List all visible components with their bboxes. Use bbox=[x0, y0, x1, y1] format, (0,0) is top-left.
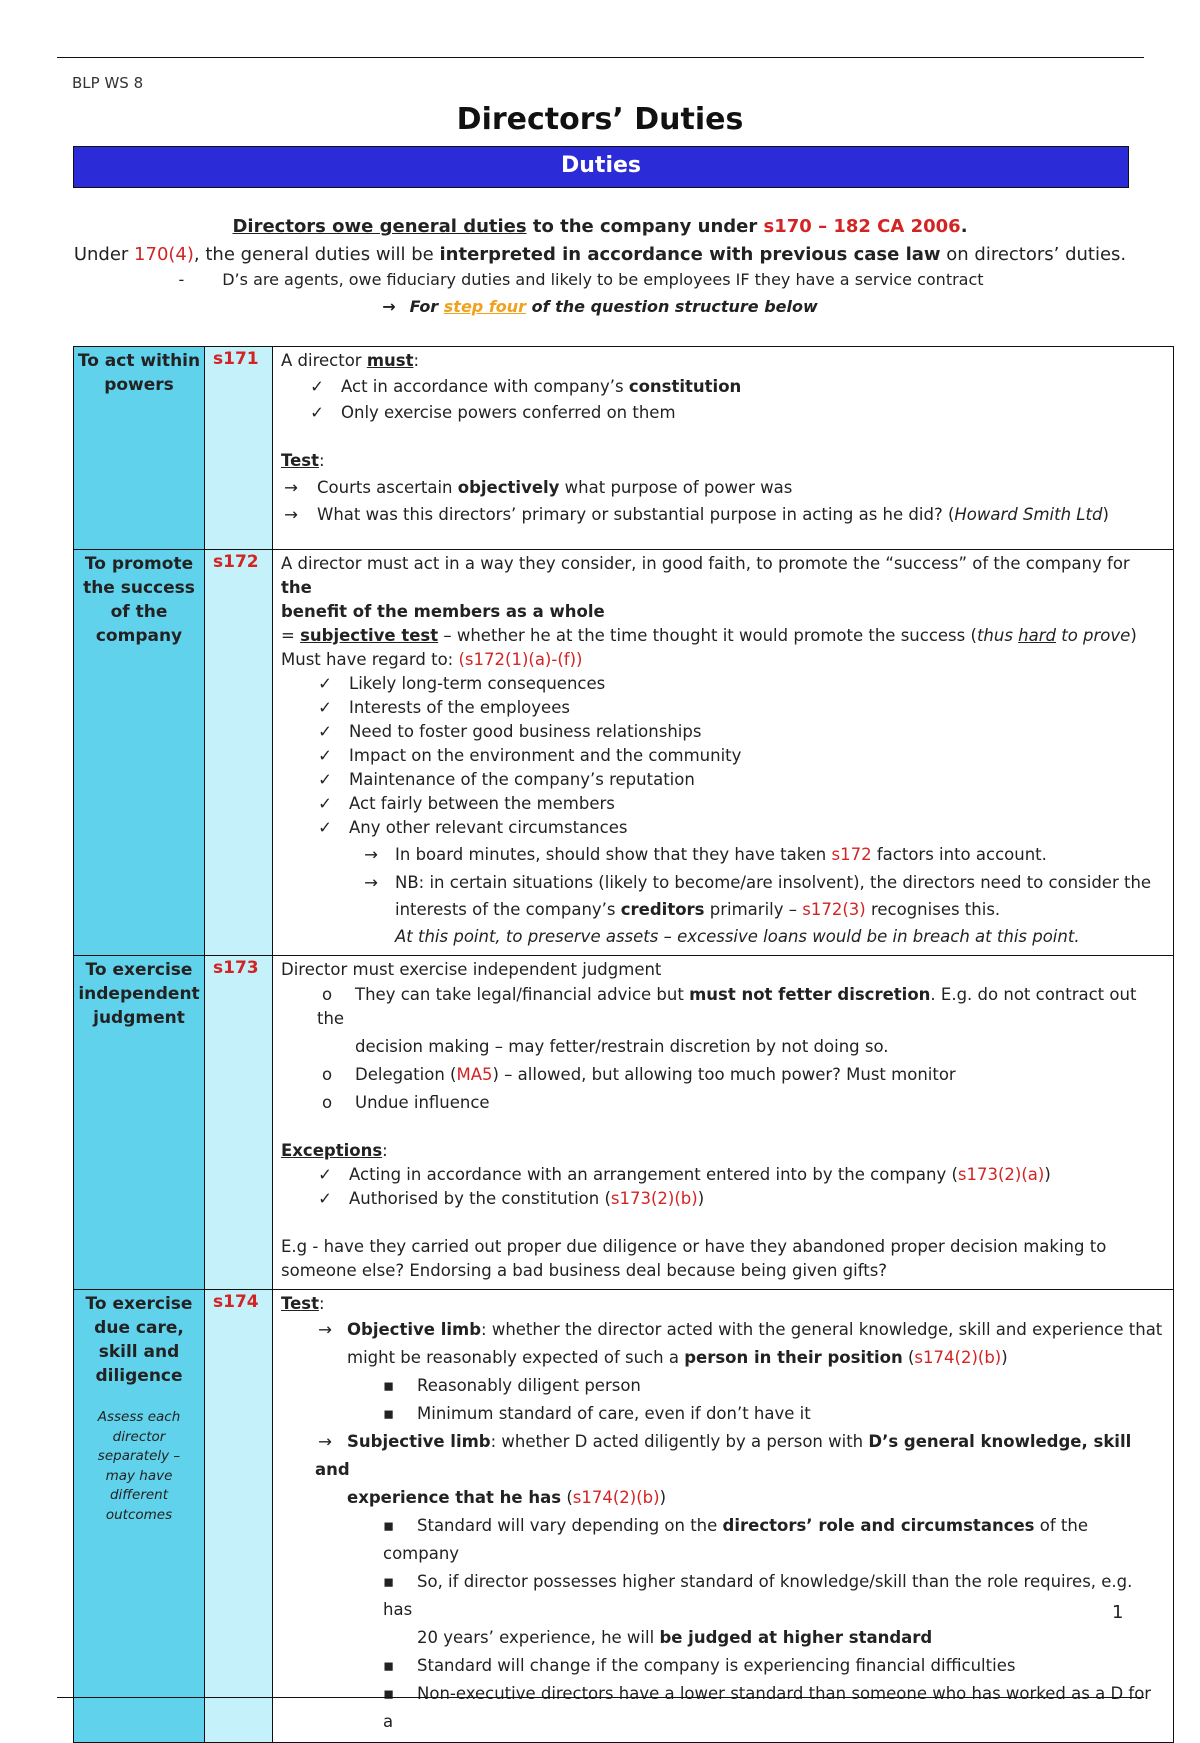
top-rule bbox=[57, 57, 1144, 58]
arrow-right-icon: → bbox=[364, 845, 378, 864]
arrow-right-icon: → bbox=[318, 1432, 332, 1451]
check-icon: ✓ bbox=[318, 794, 332, 813]
circle-bullet-icon: o bbox=[321, 1093, 333, 1112]
duties-table bbox=[73, 346, 1174, 1743]
circle-bullet-icon: o bbox=[321, 1065, 333, 1084]
duty-body: Test: → Objective limb: whether the director acted with the general knowledge, skill and experience that might be reasonably expected of such a person in their position (s174(2)(b)) ▪ Reasonably diligent person ▪ Minimum standard of care, even if don’t have it → Subjective limb: whether D acted diligently by a person with D’s general knowledge, skill and experience that he has (s174(2)(b)) ▪ Standard will vary depending on the directors’ role and circumstances of the company ▪ So, if director possesses higher standard of knowledge/skill than the role requires, e.g. has 20 years’ experience, he will be judged at higher standard ▪ Standard will change if the company is experiencing financial difficulties ▪ Non-executive directors have a lower standard than someone who has worked as a D for a bbox=[273, 1290, 1174, 1743]
bottom-rule bbox=[57, 1697, 1144, 1698]
table-row bbox=[74, 956, 1174, 1290]
intro-line-3: - D’s are agents, owe fiduciary duties and likely to be employees IF they have a service contract bbox=[178, 270, 984, 289]
table-row bbox=[74, 1290, 1174, 1743]
dash-bullet: - bbox=[178, 270, 185, 289]
document-header-label: BLP WS 8 bbox=[72, 74, 144, 92]
duty-heading: To promote the success of the company bbox=[74, 550, 205, 956]
step-four-link[interactable]: step four bbox=[443, 297, 527, 316]
section-ref: s172 bbox=[205, 550, 273, 956]
intro-line-1: Directors owe general duties to the company under s170 – 182 CA 2006. bbox=[232, 216, 968, 237]
duty-body: A director must act in a way they consider, in good faith, to promote the “success” of the company for the benefit of the members as a whole = subjective test – whether he at the time thought it would promote the success (thus hard to prove) Must have regard to: (s172(1)(a)-(f)) ✓ Likely long-term consequences ✓ Interests of the employees ✓ Need to foster good business relationships ✓ Impact on the environment and the community ✓ Maintenance of the company’s reputation ✓ Act fairly between the members ✓ Any other relevant circumstances → In board minutes, should show that they have taken s172 factors into account. → NB: in certain situations (likely to become/are insolvent), the directors need to consider the interests of the company’s creditors primarily – s172(3) recognises this. At this point, to preserve assets – excessive loans would be in breach at this point. bbox=[273, 550, 1174, 956]
square-bullet-icon: ▪ bbox=[383, 1572, 395, 1591]
square-bullet-icon: ▪ bbox=[383, 1376, 395, 1395]
check-icon: ✓ bbox=[318, 770, 332, 789]
check-icon: ✓ bbox=[310, 403, 324, 422]
intro-line-2: Under 170(4), the general duties will be interpreted in accordance with previous case law on directors’ duties. bbox=[73, 244, 1127, 265]
square-bullet-icon: ▪ bbox=[383, 1404, 395, 1423]
section-banner: Duties bbox=[73, 146, 1129, 188]
square-bullet-icon: ▪ bbox=[383, 1656, 395, 1675]
duty-body: A director must: ✓ Act in accordance with company’s constitution ✓ Only exercise powers conferred on them Test: → Courts ascertain objectively what purpose of power was → What was this directors’ primary or substantial purpose in acting as he did? (Howard Smith Ltd) bbox=[273, 347, 1174, 550]
arrow-right-icon: → bbox=[284, 478, 298, 497]
check-icon: ✓ bbox=[318, 1165, 332, 1184]
check-icon: ✓ bbox=[318, 698, 332, 717]
page-title: Directors’ Duties bbox=[456, 102, 744, 137]
arrow-right-icon: → bbox=[284, 505, 298, 524]
square-bullet-icon: ▪ bbox=[383, 1684, 395, 1703]
check-icon: ✓ bbox=[318, 818, 332, 837]
check-icon: ✓ bbox=[318, 722, 332, 741]
page-number: 1 bbox=[1112, 1602, 1124, 1623]
section-ref: s174 bbox=[205, 1290, 273, 1743]
arrow-right-icon: → bbox=[364, 873, 378, 892]
square-bullet-icon: ▪ bbox=[383, 1516, 395, 1535]
circle-bullet-icon: o bbox=[321, 985, 333, 1004]
check-icon: ✓ bbox=[318, 746, 332, 765]
section-ref: s173 bbox=[205, 956, 273, 1290]
duty-heading: To exercise due care, skill and diligence Assess each director separately – may have different outcomes bbox=[74, 1290, 205, 1743]
intro-line-4: → For step four of the question structure below bbox=[382, 297, 818, 316]
check-icon: ✓ bbox=[318, 674, 332, 693]
table-row bbox=[74, 550, 1174, 956]
duty-body: Director must exercise independent judgment o They can take legal/financial advice but must not fetter discretion. E.g. do not contract out the decision making – may fetter/restrain discretion by not doing so. o Delegation (MA5) – allowed, but allowing too much power? Must monitor o Undue influence Exceptions: ✓ Acting in accordance with an arrangement entered into by the company (s173(2)(a)) ✓ Authorised by the constitution (s173(2)(b)) E.g - have they carried out proper due diligence or have they abandoned proper decision making to someone else? Endorsing a bad business deal because being given gifts? bbox=[273, 956, 1174, 1290]
check-icon: ✓ bbox=[310, 377, 324, 396]
duty-heading: To act within powers bbox=[74, 347, 205, 550]
arrow-right-icon: → bbox=[382, 297, 396, 316]
arrow-right-icon: → bbox=[318, 1320, 332, 1339]
side-note: Assess each director separately – may have different outcomes bbox=[97, 1409, 181, 1523]
table-row bbox=[74, 347, 1174, 550]
check-icon: ✓ bbox=[318, 1189, 332, 1208]
duty-heading: To exercise independent judgment bbox=[74, 956, 205, 1290]
section-ref: s171 bbox=[205, 347, 273, 550]
